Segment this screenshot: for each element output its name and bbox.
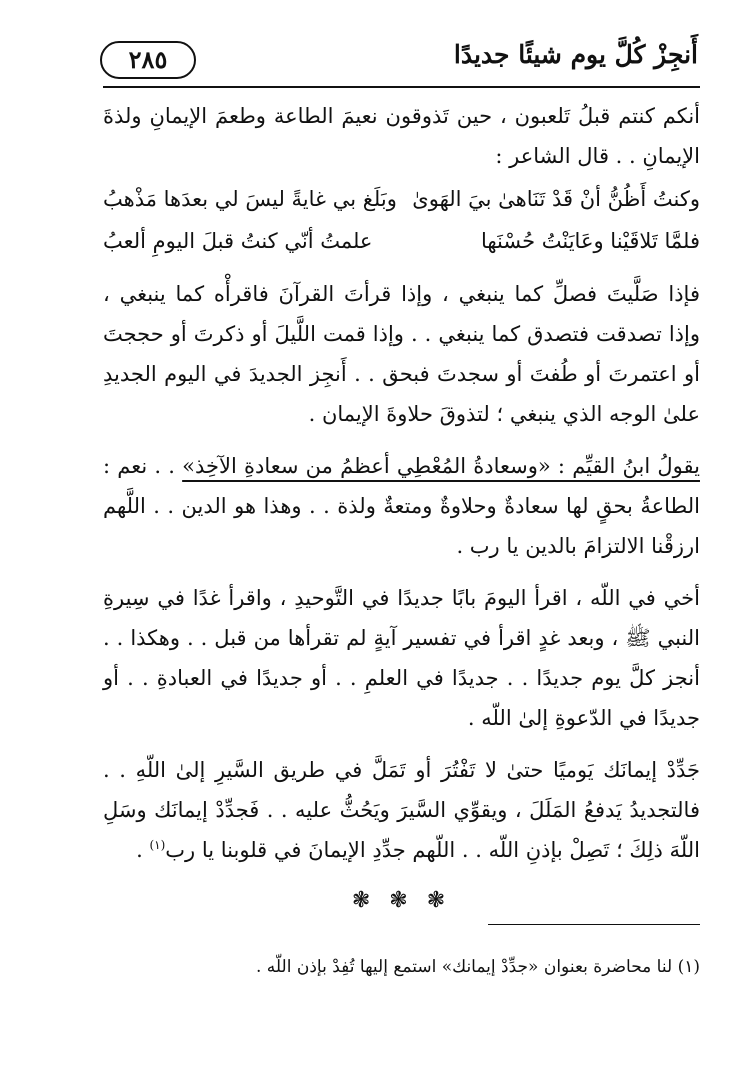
paragraph-5-end: . (136, 838, 150, 862)
page-number-badge: ٢٨٥ (100, 41, 196, 79)
poem-verse-1 (103, 178, 700, 220)
section-separator-stars: ❃ ❃ ❃ (351, 888, 452, 913)
header-divider (103, 86, 700, 88)
paragraph-5 (103, 750, 700, 870)
poem (103, 178, 700, 262)
ibn-qayyim-quote: يقولُ ابنُ القيِّم : «وسعادةُ المُعْطِي أعظمُ من سعادةِ الآخِذ» (182, 454, 700, 478)
footnote: (١) لنا محاضرة بعنوان «جدِّدْ إيمانك» استمع إليها تُفِدْ بإذن اللّه . (256, 957, 700, 977)
footnote-divider (488, 924, 700, 925)
poem-verse-2-second: علمتُ أنّي كنتُ قبلَ اليومِ ألعبُ (103, 229, 373, 253)
poem-verse-2 (103, 220, 700, 262)
footnote-reference: (١) (149, 838, 166, 852)
paragraph-1: أنكم كنتم قبلُ تَلعبون ، حين تَذوقون نعيمَ الطاعة وطعمَ الإيمانِ ولذةَ الإيمانِ . . قال الشاعر : (103, 104, 700, 168)
main-text (103, 96, 700, 1006)
paragraph-3-rest: . . نعم : الطاعةُ بحقٍ لها سعادةٌ وحلاوةٌ ومتعةٌ ولذة . . وهذا هو الدين . . اللَّهم ارزقْنا الالتزامَ بالدين يا رب . (103, 454, 700, 558)
paragraph-2: فإذا صَلَّيتَ فصلِّ كما ينبغي ، وإذا قرأتَ القرآنَ فاقرأْه كما ينبغي ، وإذا تصدقت فتصدق كما ينبغي . . وإذا قمت اللَّيلَ أو ذكرتَ أو حججتَ أو اعتمرتَ أو طُفتَ أو سجدتَ فبحق . . أَنجِز الجديدَ في اليوم الجديدِ علىٰ الوجه الذي ينبغي ؛ لتذوقَ حلاوةَ الإيمان . (103, 282, 700, 426)
paragraph-5-text: جَدِّدْ إيمانَك يَوميًا حتىٰ لا تَفْتُرَ أو تَمَلَّ في طريق السَّيرِ إلىٰ اللّهِ . . فالتجديدُ يَدفعُ المَلَلَ ، ويقوِّي السَّيرَ ويَحُثُّ عليه . . فَجدِّدْ إيمانَك وسَلِ اللّهَ ذلِكَ ؛ تَصِلْ بإذنِ اللّه . . اللّهم جدِّدِ الإيمانَ في قلوبنا يا رب (103, 758, 700, 862)
poem-verse-1-second: وبَلَغ بي غايةً ليسَ لي بعدَها مَذْهبُ (103, 187, 397, 211)
running-header-title: أَنجِزْ كُلَّ يوم شيئًا جديدًا (453, 40, 698, 69)
paragraph-4: أخي في اللّه ، اقرأ اليومَ بابًا جديدًا في التَّوحيدِ ، واقرأ غدًا في سِيرةِ النبي ﷺ ، وبعد غدٍ اقرأ في تفسير آيةٍ لم تقرأها من قبل . . وهكذا . . أنجز كلَّ يوم جديدًا . . جديدًا في العلمِ . . أو جديدًا في العبادةِ . . أو جديدًا في الدّعوةِ إلىٰ اللّه . (103, 586, 700, 730)
poem-verse-1-first: وكنتُ أَظُنُّ أنْ قَدْ تَنَاهىٰ بيَ الهَوىٰ (412, 187, 700, 211)
paragraph-3 (103, 446, 700, 566)
poem-verse-2-first: فلمَّا تَلاقَيْنا وعَايَنْتُ حُسْنَها (480, 229, 700, 253)
